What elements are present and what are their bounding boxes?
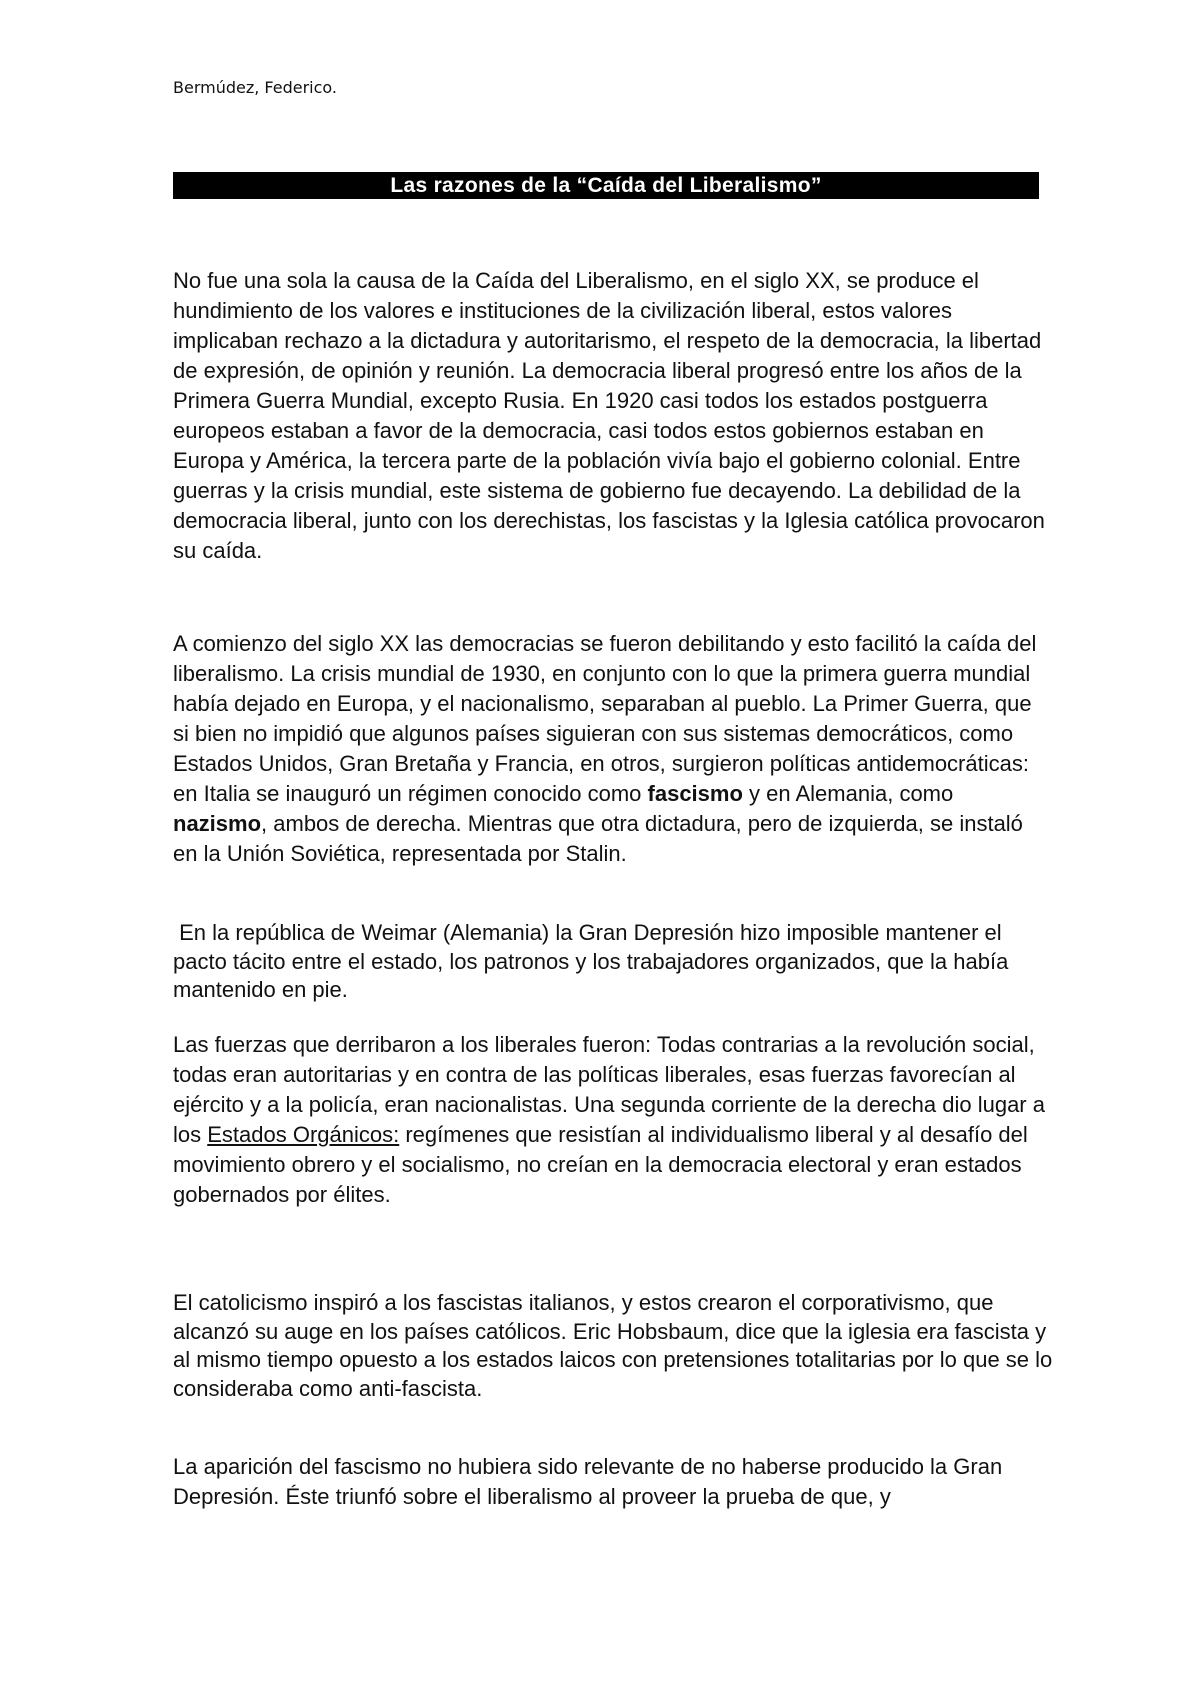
paragraph-2-text-c: , ambos de derecha. Mientras que otra dictadura, pero de izquierda, se instaló en la Unión Soviética, representada por Stalin. xyxy=(173,811,1023,866)
author-name: Bermúdez, Federico. xyxy=(173,78,337,97)
paragraph-2 xyxy=(173,629,1053,869)
paragraph-3: En la república de Weimar (Alemania) la Gran Depresión hizo imposible mantener el pacto tácito entre el estado, los patronos y los trabajadores organizados, que la había mantenido en pie. xyxy=(173,920,1015,1002)
paragraph-2-text-b: y en Alemania, como xyxy=(742,781,954,806)
term-nazismo: nazismo xyxy=(173,811,262,836)
paragraph-4-text-b: regímenes que resistían al individualismo liberal y al desafío del movimiento obrero y el socialismo, no creían en la democracia electoral y eran estados gobernados por élites. xyxy=(173,1122,1028,1207)
paragraph-6: La aparición del fascismo no hubiera sido relevante de no haberse producido la Gran Depresión. Éste triunfó sobre el liberalismo al proveer la prueba de que, y xyxy=(173,1454,1003,1509)
paragraph-1: No fue una sola la causa de la Caída del Liberalismo, en el siglo XX, se produce el hundimiento de los valores e instituciones de la civilización liberal, estos valores implicaban rechazo a la dictadura y autoritarismo, el respeto de la democracia, la libertad de expresión, de opinión y reunión. La democracia liberal progresó entre los años de la Primera Guerra Mundial, excepto Rusia. En 1920 casi todos los estados postguerra europeos estaban a favor de la democracia, casi todos estos gobiernos estaban en Europa y América, la tercera parte de la población vivía bajo el gobierno colonial. Entre guerras y la crisis mundial, este sistema de gobierno fue decayendo. La debilidad de la democracia liberal, junto con los derechistas, los fascistas y la Iglesia católica provocaron su caída. xyxy=(173,268,1045,563)
term-fascismo: fascismo xyxy=(647,781,743,806)
document-title: Las razones de la “Caída del Liberalismo” xyxy=(173,172,1039,199)
paragraph-2-text-a: A comienzo del siglo XX las democracias se fueron debilitando y esto facilitó la caída del liberalismo. La crisis mundial de 1930, en conjunto con lo que la primera guerra mundial había dejado en Europa, y el nacionalismo, separaban al pueblo. La Primer Guerra, que si bien no impidió que algunos países siguieran con sus sistemas democráticos, como Estados Unidos, Gran Bretaña y Francia, en otros, surgieron políticas antidemocráticas: en Italia se inauguró un régimen conocido como xyxy=(173,631,1037,806)
term-estados-organicos: Estados Orgánicos: xyxy=(207,1122,400,1147)
paragraph-4-text-a: Las fuerzas que derribaron a los liberales fueron: Todas contrarias a la revolución social, todas eran autoritarias y en contra de las políticas liberales, esas fuerzas favorecían al ejército y a la policía, eran nacionalistas. Una segunda corriente de la derecha dio lugar a los xyxy=(173,1032,1045,1147)
paragraph-5: El catolicismo inspiró a los fascistas italianos, y estos crearon el corporativismo, que alcanzó su auge en los países católicos. Eric Hobsbaum, dice que la iglesia era fascista y al mismo tiempo opuesto a los estados laicos con pretensiones totalitarias por lo que se lo consideraba como anti-fascista. xyxy=(173,1290,1053,1401)
paragraph-4 xyxy=(173,1030,1053,1210)
